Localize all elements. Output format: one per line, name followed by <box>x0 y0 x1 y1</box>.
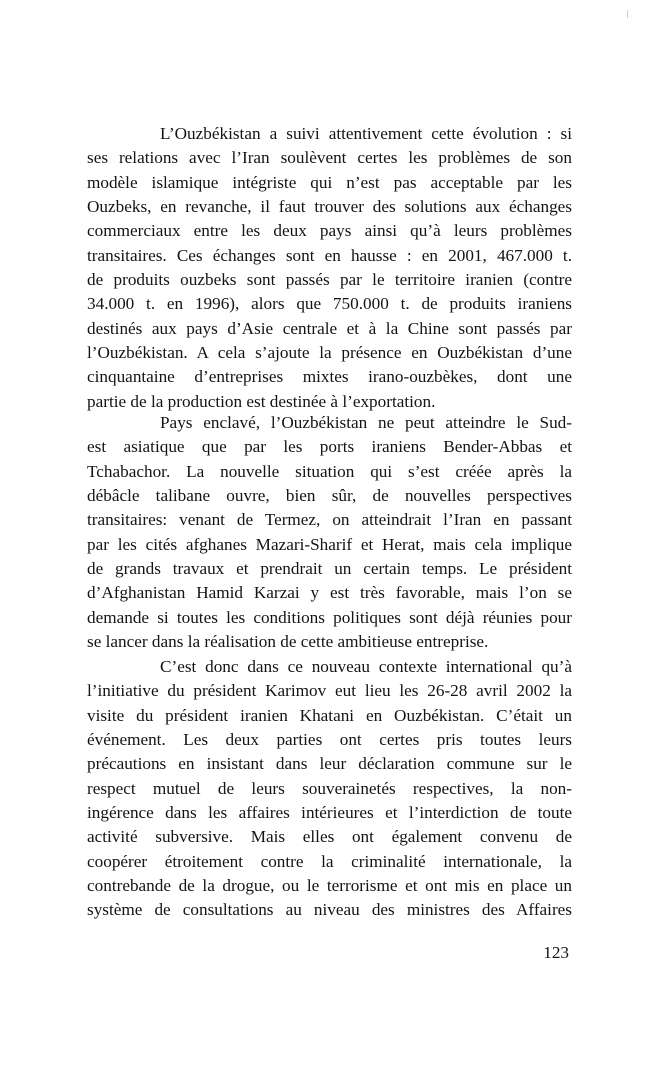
text-line: l’Ouzbékistan. A cela s’ajoute la présence en Ouzbékistan d’une <box>87 343 572 363</box>
text-line: l’initiative du président Karimov eut lieu les 26-28 avril 2002 la <box>87 681 572 701</box>
text-line: par les cités afghanes Mazari-Sharif et Herat, mais cela implique <box>87 534 572 554</box>
text-line: visite du président iranien Khatani en Ouzbékistan. C’était un <box>87 705 572 725</box>
text-line: de produits ouzbeks sont passés par le territoire iranien (contre <box>87 270 572 290</box>
text-line: activité subversive. Mais elles ont également convenu de <box>87 827 572 847</box>
text-line: se lancer dans la réalisation de cette ambitieuse entreprise. <box>87 632 489 652</box>
text-line: destinés aux pays d’Asie centrale et à la Chine sont passés par <box>87 318 572 338</box>
text-line: partie de la production est destinée à l’exportation. <box>87 391 436 411</box>
text-line: commerciaux entre les deux pays ainsi qu’à leurs problèmes <box>87 221 572 241</box>
text-line: contrebande de la drogue, ou le terrorisme et ont mis en place un <box>87 876 572 896</box>
text-line: transitaires. Ces échanges sont en hausse : en 2001, 467.000 t. <box>87 245 572 265</box>
text-line: débâcle talibane ouvre, bien sûr, de nouvelles perspectives <box>87 486 572 506</box>
text-line: précautions en insistant dans leur déclaration commune sur le <box>87 754 572 774</box>
text-line: de grands travaux et prendrait un certain temps. Le président <box>87 559 572 579</box>
scan-mark <box>627 10 628 18</box>
text-line: événement. Les deux parties ont certes pris toutes leurs <box>87 730 572 750</box>
text-line: respect mutuel de leurs souverainetés respectives, la non- <box>87 778 572 798</box>
text-line: système de consultations au niveau des ministres des Affaires <box>87 900 572 920</box>
paragraph-2 <box>87 411 572 654</box>
page-number: 123 <box>543 943 569 962</box>
text-line: ingérence dans les affaires intérieures et l’interdiction de toute <box>87 803 572 823</box>
text-line: demande si toutes les conditions politiques sont déjà réunies pour <box>87 607 572 627</box>
text-line: ses relations avec l’Iran soulèvent certes les problèmes de son <box>87 148 572 168</box>
text-line: transitaires: venant de Termez, on atteindrait l’Iran en passant <box>87 510 572 530</box>
text-line: modèle islamique intégriste qui n’est pas acceptable par les <box>87 172 572 192</box>
text-line: Pays enclavé, l’Ouzbékistan ne peut atteindre le Sud- <box>160 413 572 432</box>
text-line: d’Afghanistan Hamid Karzai y est très favorable, mais l’on se <box>87 583 572 603</box>
paragraph-1 <box>87 122 572 414</box>
text-line: 34.000 t. en 1996), alors que 750.000 t. de produits iraniens <box>87 294 572 314</box>
text-line: Tchabachor. La nouvelle situation qui s’est créée après la <box>87 461 572 481</box>
text-line: L’Ouzbékistan a suivi attentivement cette évolution : si <box>160 124 572 143</box>
paragraph-3 <box>87 655 572 923</box>
text-line: cinquantaine d’entreprises mixtes irano-ouzbèkes, dont une <box>87 367 572 387</box>
text-line: Ouzbeks, en revanche, il faut trouver des solutions aux échanges <box>87 197 572 217</box>
text-line: est asiatique que par les ports iraniens Bender-Abbas et <box>87 437 572 457</box>
text-line: coopérer étroitement contre la criminalité internationale, la <box>87 851 572 871</box>
text-line: C’est donc dans ce nouveau contexte international qu’à <box>160 657 572 676</box>
